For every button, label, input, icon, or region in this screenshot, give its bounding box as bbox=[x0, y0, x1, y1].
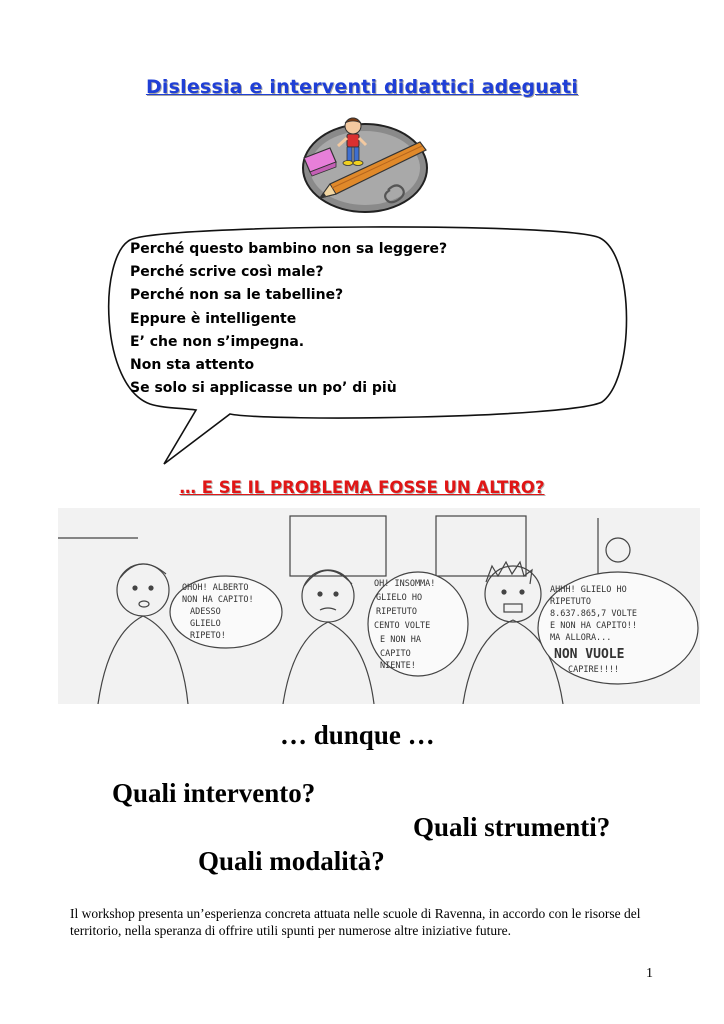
comic-speech-1: GLIELO bbox=[190, 619, 221, 629]
question-modalita: Quali modalità? bbox=[198, 846, 385, 876]
bubble-line: Se solo si applicasse un po’ di più bbox=[130, 380, 397, 397]
comic-speech-2: E NON HA bbox=[380, 635, 421, 645]
child-pencil-clipart bbox=[300, 112, 430, 216]
comic-speech-2: GLIELO HO bbox=[376, 593, 423, 603]
comic-speech-2: RIPETUTO bbox=[376, 607, 417, 617]
page-number: 1 bbox=[646, 966, 653, 981]
page-title: Dislessia e interventi didattici adeguati bbox=[145, 76, 579, 98]
comic-speech-2: CENTO VOLTE bbox=[374, 621, 431, 631]
question-interventi: Quali intervento? bbox=[112, 778, 316, 808]
comic-speech-1: NON HA CAPITO! bbox=[182, 595, 254, 605]
bubble-line: Perché questo bambino non sa leggere? bbox=[130, 241, 448, 257]
comic-speech-2: NIENTE! bbox=[380, 661, 416, 671]
bubble-line: Non sta attento bbox=[130, 357, 255, 374]
bubble-line: Perché scrive così male? bbox=[130, 264, 324, 281]
bubble-text bbox=[130, 238, 447, 400]
bubble-line: Perché non sa le tabelline? bbox=[130, 287, 344, 304]
comic-speech-2: OH! INSOMMA! bbox=[374, 579, 436, 589]
question-heading: … E SE IL PROBLEMA FOSSE UN ALTRO? bbox=[179, 478, 545, 497]
bubble-line: E’ che non s’impegna. bbox=[130, 333, 305, 350]
comic-speech-1: ADESSO bbox=[190, 607, 221, 617]
comic-strip bbox=[58, 508, 700, 704]
bubble-line: Eppure è intelligente bbox=[130, 310, 297, 327]
question-strumenti: Quali strumenti? bbox=[413, 812, 611, 842]
comic-speech-3: 8.637.865,7 VOLTE bbox=[550, 609, 637, 619]
comic-speech-1: RIPETO! bbox=[190, 631, 226, 641]
comic-speech-3: NON VUOLE bbox=[554, 647, 625, 662]
comic-speech-1: OHOH! ALBERTO bbox=[182, 583, 249, 593]
comic-speech-3: MA ALLORA... bbox=[550, 633, 612, 643]
workshop-description: Il workshop presenta un’esperienza concreta attuata nelle scuole di Ravenna, in accordo con le risorse del territorio, nella speranza di offrire utili spunti per numerose altre iniziative future. bbox=[70, 906, 641, 938]
dunque-text: … dunque … bbox=[280, 720, 435, 750]
comic-speech-3: RIPETUTO bbox=[550, 597, 591, 607]
comic-speech-3: AHHH! GLIELO HO bbox=[550, 585, 627, 595]
comic-speech-3: E NON HA CAPITO!! bbox=[550, 621, 637, 631]
comic-speech-2: CAPITO bbox=[380, 649, 411, 659]
comic-speech-3: CAPIRE!!!! bbox=[568, 665, 620, 675]
